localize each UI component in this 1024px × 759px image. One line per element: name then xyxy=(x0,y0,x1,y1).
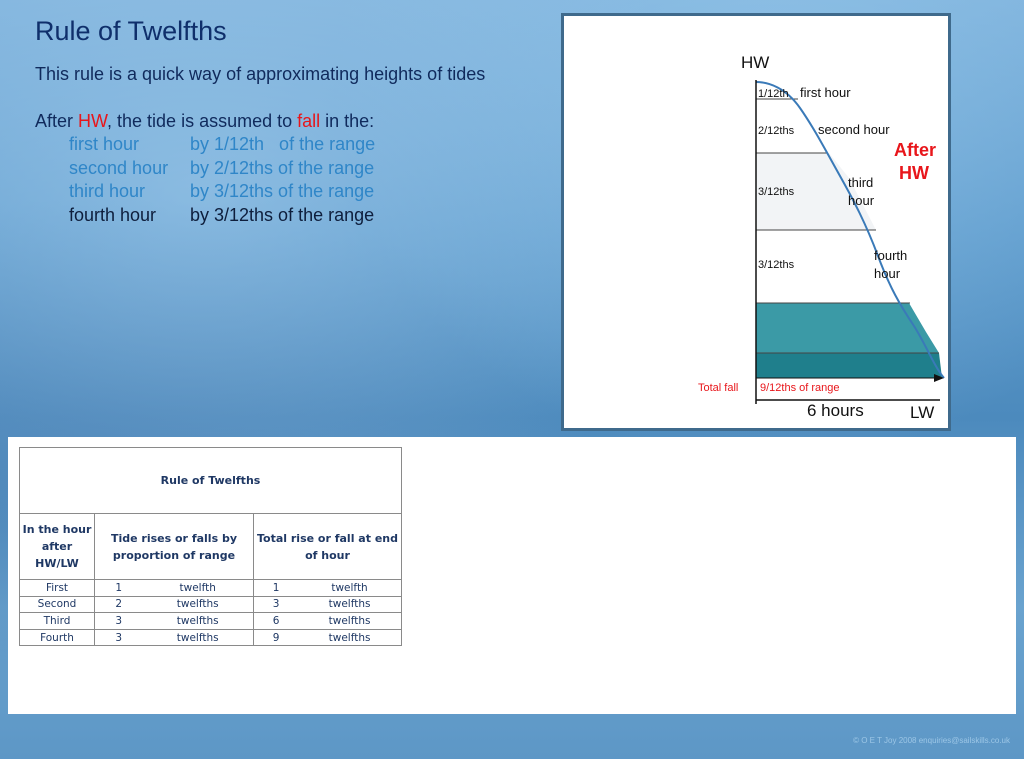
table-cell-proportion xyxy=(95,580,254,596)
table-cell-proportion xyxy=(95,597,254,613)
after-hw-label-1: After xyxy=(894,140,937,160)
total-unit: twelfth xyxy=(331,581,368,594)
hour-label: third hour xyxy=(69,181,146,201)
proportion-unit: twelfths xyxy=(176,614,219,627)
after-mid: , the tide is assumed to xyxy=(107,111,298,131)
list-item xyxy=(69,204,375,228)
table-cell-hour: First xyxy=(20,580,95,596)
total-number: 9 xyxy=(272,631,280,644)
table-title: Rule of Twelfths xyxy=(20,448,401,514)
hour-label-fourth-1: fourth xyxy=(874,248,908,263)
teal-band-light xyxy=(756,303,939,353)
hour-label: first hour xyxy=(69,134,140,154)
tide-diagram xyxy=(561,13,951,431)
list-item xyxy=(69,133,375,157)
total-unit: twelfths xyxy=(328,631,371,644)
total-number: 1 xyxy=(272,581,280,594)
table-body xyxy=(20,580,401,646)
table-cell-total xyxy=(254,630,401,647)
proportion-number: 3 xyxy=(115,631,123,644)
after-prefix: After xyxy=(35,111,79,131)
band-label: 3/12ths xyxy=(758,259,795,271)
tide-diagram-svg xyxy=(564,16,948,428)
hw-axis-label: HW xyxy=(741,53,770,72)
hour-label-fourth-2: hour xyxy=(874,266,901,281)
total-fall-label: Total fall xyxy=(698,382,739,394)
table-cell-total xyxy=(254,580,401,596)
list-item xyxy=(69,180,375,204)
hour-label-third-1: third xyxy=(848,175,874,190)
proportion-number: 3 xyxy=(115,614,123,627)
twelfths-table xyxy=(19,447,402,646)
table-cell-total xyxy=(254,613,401,629)
total-fall-value: 9/12ths of range xyxy=(760,382,840,394)
total-number: 3 xyxy=(272,598,280,611)
proportion-number: 2 xyxy=(115,598,123,611)
hour-amount: by 2/12ths of the range xyxy=(190,157,375,178)
hour-label: second hour xyxy=(69,157,169,178)
proportion-unit: twelfth xyxy=(179,581,216,594)
teal-band-dark xyxy=(756,353,942,378)
table-row xyxy=(20,580,401,597)
proportion-unit: twelfths xyxy=(176,598,219,611)
hour-amount: by 1/12th of the range xyxy=(190,134,376,154)
table-cell-hour: Third xyxy=(20,613,95,629)
hours-list xyxy=(69,133,375,227)
after-hw-statement xyxy=(35,111,374,132)
duration-label: 6 hours xyxy=(807,401,864,420)
column-header: Tide rises or falls by proportion of range xyxy=(95,514,254,579)
hour-amount: by 3/12ths of the range xyxy=(190,181,375,201)
table-header xyxy=(20,514,401,580)
band-label: 2/12ths xyxy=(758,125,795,137)
table-cell-proportion xyxy=(95,630,254,647)
total-unit: twelfths xyxy=(328,614,371,627)
hour-label-first: first hour xyxy=(800,85,851,100)
after-hw-label-2: HW xyxy=(899,163,929,183)
column-header: In the hour after HW/LW xyxy=(20,514,95,579)
copyright-notice: © O E T Joy 2008 enquiries@sailskills.co.uk xyxy=(853,736,1010,745)
table-cell-total xyxy=(254,597,401,613)
table-row xyxy=(20,597,401,614)
column-header: Total rise or fall at end of hour xyxy=(257,531,398,562)
proportion-unit: twelfths xyxy=(176,631,219,644)
fall-highlight: fall xyxy=(297,111,321,131)
hour-label-third-2: hour xyxy=(848,193,875,208)
table-row xyxy=(20,630,401,647)
hour-amount: by 3/12ths of the range xyxy=(190,204,375,225)
table-cell-hour: Second xyxy=(20,597,95,613)
after-suffix: in the: xyxy=(320,111,375,131)
page-title: Rule of Twelfths xyxy=(35,16,227,46)
table-cell-proportion xyxy=(95,613,254,629)
table-panel xyxy=(8,437,1016,714)
band-label: 1/12th xyxy=(758,88,789,100)
hour-label: fourth hour xyxy=(69,204,157,225)
total-number: 6 xyxy=(272,614,280,627)
total-unit: twelfths xyxy=(328,598,371,611)
band-label: 3/12ths xyxy=(758,186,795,198)
list-item xyxy=(69,157,375,181)
table-row xyxy=(20,613,401,630)
lw-axis-label: LW xyxy=(910,403,935,422)
hw-highlight: HW xyxy=(78,111,108,131)
proportion-number: 1 xyxy=(115,581,123,594)
page-subtitle: This rule is a quick way of approximating heights of tides xyxy=(35,64,486,84)
table-cell-hour: Fourth xyxy=(20,630,95,647)
hour-label-second: second hour xyxy=(818,122,890,137)
